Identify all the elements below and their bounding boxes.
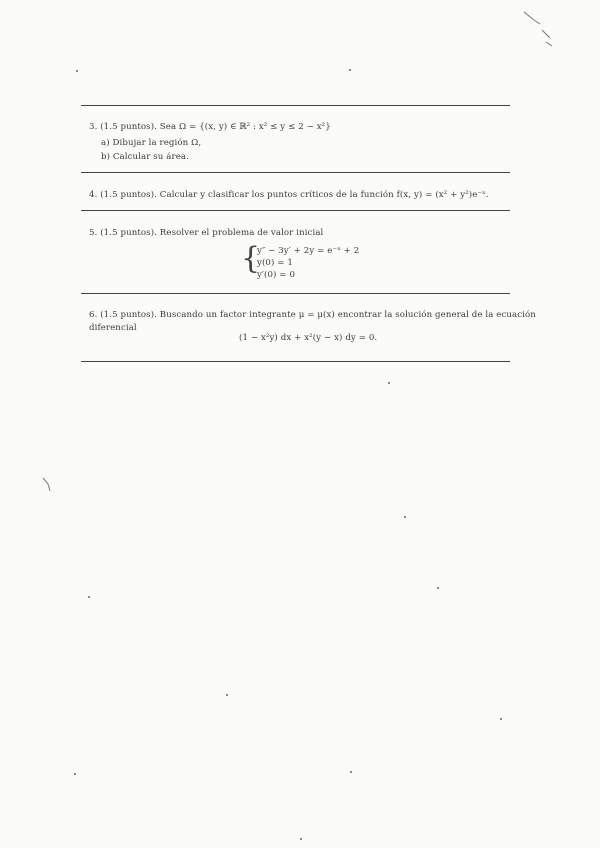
problem-3-part-b: b) Calcular su área.	[101, 152, 189, 162]
scan-speck	[388, 382, 390, 384]
scan-speck	[349, 69, 351, 71]
problem-4-statement: 4. (1.5 puntos). Calcular y clasificar los puntos críticos de la función f(x, y) = (x² + y²)e⁻ˣ.	[89, 190, 489, 200]
scan-speck	[74, 773, 76, 775]
initial-condition-y: y(0) = 1	[257, 258, 293, 268]
scan-speck	[350, 771, 352, 773]
problem-6-statement: 6. (1.5 puntos). Buscando un factor integrante μ = μ(x) encontrar la solución general de la ecuación	[89, 310, 536, 320]
problem-6-continuation: diferencial	[89, 323, 137, 333]
scan-speck	[500, 718, 502, 720]
scan-speck	[88, 596, 90, 598]
separator-rule	[81, 361, 510, 362]
problem-3-part-a: a) Dibujar la región Ω,	[101, 138, 202, 148]
separator-rule	[81, 293, 510, 294]
corner-scan-mark	[520, 8, 560, 48]
margin-scan-mark	[40, 475, 56, 495]
scan-speck	[300, 838, 302, 840]
system-brace: {	[241, 241, 261, 276]
separator-rule	[81, 210, 510, 211]
problem-3-statement: 3. (1.5 puntos). Sea Ω = {(x, y) ∈ ℝ² : x² ≤ y ≤ 2 − x²}	[89, 122, 331, 132]
scan-speck	[226, 694, 228, 696]
initial-condition-dy: y′(0) = 0	[257, 270, 296, 280]
separator-rule	[81, 172, 510, 173]
scan-speck	[404, 516, 406, 518]
problem-5-statement: 5. (1.5 puntos). Resolver el problema de valor inicial	[89, 228, 324, 238]
problem-6-equation: (1 − x²y) dx + x²(y − x) dy = 0.	[239, 333, 378, 343]
scan-speck	[76, 70, 78, 72]
ode-equation: y″ − 3y′ + 2y = e⁻ˣ + 2	[257, 246, 360, 256]
separator-rule	[81, 105, 510, 106]
scan-speck	[437, 587, 439, 589]
